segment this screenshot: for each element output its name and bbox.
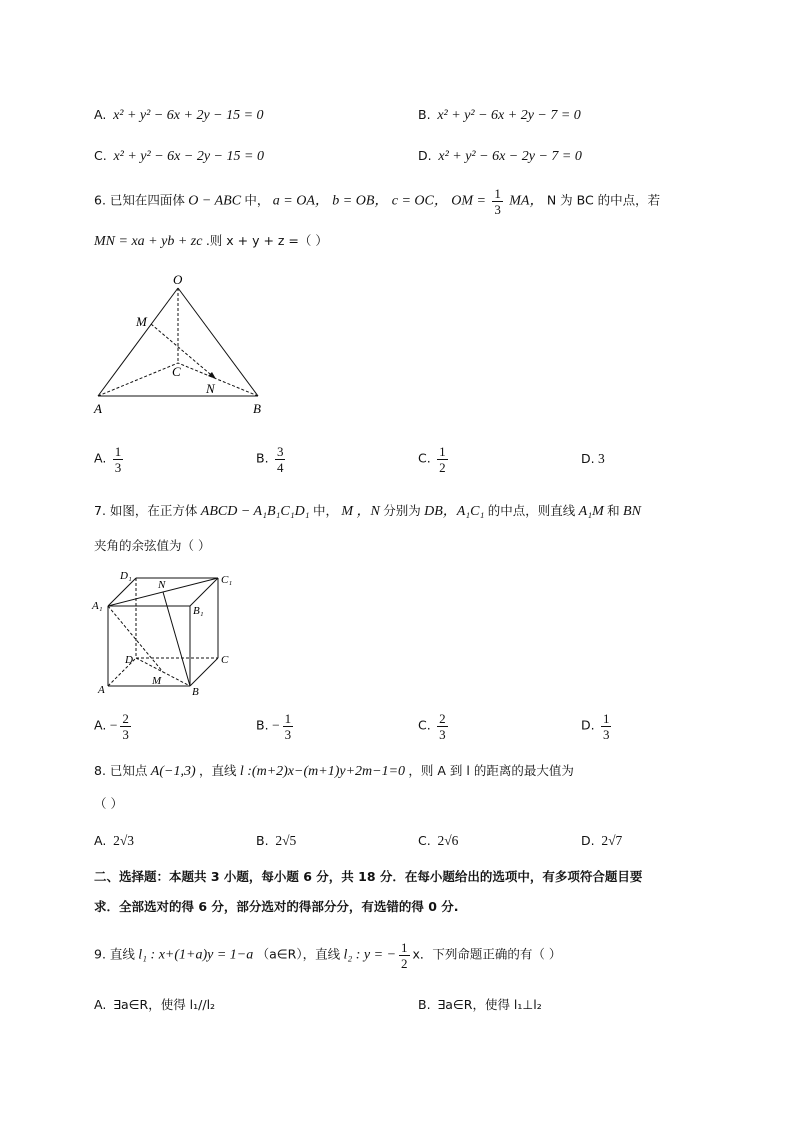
q8-line-2: [94, 795, 123, 813]
q8-option-c: [418, 832, 458, 850]
fraction-numerator: 1: [602, 711, 610, 726]
q7-mn: M ，N: [341, 504, 380, 519]
option-letter: A.: [94, 717, 107, 733]
label-a: A: [98, 684, 105, 696]
q7-option-c: [418, 711, 451, 742]
option-sign: −: [109, 717, 118, 733]
option-value: 2√3: [113, 833, 134, 848]
option-letter: A.: [94, 450, 107, 466]
q9-line-l1: l₁ : x+(1+a)y = 1−a: [138, 947, 254, 963]
option-letter: D.: [581, 717, 595, 733]
q6-prefix: 6. 已知在四面体: [94, 192, 185, 208]
fraction: [113, 444, 124, 475]
cube-figure: [90, 566, 250, 700]
q7-option-b: [256, 711, 296, 742]
fraction: [437, 711, 448, 742]
q7-db: DB，A₁C₁: [424, 504, 485, 519]
q6-question: .则 x + y + z =（ ）: [205, 233, 328, 248]
option-expression: x² + y² − 6x − 2y − 15 = 0: [113, 149, 264, 164]
q7-text: 和: [607, 503, 620, 518]
q8-point: A(−1,3): [150, 764, 196, 779]
fraction-denominator: 3: [494, 202, 501, 217]
q6-tetrahedron: O − ABC: [188, 193, 242, 209]
option-value: 2√5: [275, 833, 297, 848]
q8-line-equation: l :(m+2)x−(m+1)y+2m−1=0: [239, 764, 406, 779]
fraction: [601, 711, 612, 742]
option-text: ∃a∈R，使得 l₁//l₂: [113, 997, 216, 1012]
q7-text: 中，: [312, 503, 338, 518]
q6-line-2: [94, 232, 328, 251]
option-letter: A.: [94, 833, 107, 848]
q9-prefix: 9. 直线: [94, 946, 135, 962]
section-2-instructions-line-1: 二、选择题：本题共 3 小题，每小题 6 分，共 18 分．在每小题给出的选项中，有多项符合题目要: [94, 869, 643, 884]
label-a1: A₁: [92, 600, 103, 612]
label-n: N: [158, 579, 166, 591]
q6-mn-expression: MN = xa + yb + zc: [94, 234, 203, 249]
q6-text: 中，: [244, 192, 270, 208]
label-n: N: [206, 381, 215, 396]
label-d: D: [125, 654, 133, 666]
option-letter: C.: [418, 717, 431, 733]
q8-paren: （ ）: [94, 796, 123, 811]
label-a: A: [94, 401, 102, 416]
q9-option-b: [418, 996, 542, 1014]
q5-option-b: [418, 106, 581, 125]
option-letter: B.: [256, 833, 269, 848]
label-c: C: [221, 654, 229, 666]
option-value: 2√6: [437, 833, 459, 848]
option-letter: D.: [581, 451, 595, 466]
label-b1: B₁: [193, 605, 204, 617]
q7-a1m: A₁M: [578, 504, 604, 519]
fraction-numerator: 1: [494, 186, 501, 201]
fraction: [120, 711, 131, 742]
option-value: 3: [597, 451, 605, 466]
label-b: B: [192, 686, 199, 698]
q8-text: ，直线: [198, 763, 237, 778]
fraction-denominator: 3: [284, 727, 292, 742]
q7-bn: BN: [623, 504, 641, 519]
q6-option-d: [581, 450, 605, 468]
label-c: C: [172, 364, 181, 379]
option-letter: B.: [256, 450, 269, 466]
q8-prefix: 8. 已知点: [94, 763, 148, 778]
fraction-numerator: 2: [122, 711, 129, 726]
tetrahedron-figure: [88, 268, 278, 418]
fraction-numerator: 2: [439, 711, 446, 726]
label-o: O: [173, 272, 183, 287]
fraction-denominator: 2: [439, 460, 446, 475]
fraction-denominator: 2: [401, 956, 408, 971]
vector-c: c = OC，: [391, 193, 448, 209]
fraction: [437, 444, 448, 475]
q7-text: 分别为: [383, 503, 421, 518]
fraction-denominator: 3: [602, 727, 610, 742]
fraction-denominator: 3: [122, 727, 129, 742]
q5-option-d: [418, 147, 582, 166]
option-letter: B.: [418, 997, 431, 1012]
q9-question: x．下列命题正确的有（ ）: [412, 946, 562, 962]
q6-line-1: [94, 186, 660, 217]
option-letter: C.: [418, 450, 431, 466]
q9-line-l2: l₂ : y = −: [343, 947, 397, 963]
fraction: [492, 186, 503, 217]
fraction: [275, 444, 286, 475]
fraction-numerator: 1: [439, 444, 446, 459]
q8-option-b: [256, 832, 296, 850]
q7-line-2: [94, 537, 210, 555]
q7-cube: ABCD − A₁B₁C₁D₁: [200, 504, 310, 519]
option-expression: x² + y² − 6x + 2y − 7 = 0: [437, 108, 581, 123]
q8-line-1: [94, 762, 574, 781]
q7-prefix: 7. 如图，在正方体: [94, 503, 198, 518]
q7-line-1: [94, 502, 641, 521]
q5-option-c: [94, 147, 264, 166]
option-letter: A.: [94, 107, 107, 122]
q7-question: 夹角的余弦值为（ ）: [94, 538, 211, 553]
option-expression: x² + y² − 6x − 2y − 7 = 0: [438, 149, 582, 164]
option-letter: D.: [418, 148, 432, 163]
option-letter: B.: [256, 717, 269, 733]
option-expression: x² + y² − 6x + 2y − 15 = 0: [113, 108, 264, 123]
vector-a: a = OA，: [272, 193, 329, 209]
fraction-numerator: 1: [114, 444, 122, 459]
option-sign: −: [271, 717, 280, 733]
q6-option-a: [94, 444, 126, 475]
q8-option-a: [94, 832, 134, 850]
fraction-denominator: 3: [114, 460, 122, 475]
option-letter: D.: [581, 833, 595, 848]
option-letter: A.: [94, 997, 107, 1012]
q8-text: ，则 A 到 l 的距离的最大值为: [408, 763, 574, 778]
q5-option-a: [94, 106, 264, 125]
label-m: M: [136, 314, 147, 329]
label-m: M: [152, 675, 162, 687]
option-value: 2√7: [601, 833, 623, 848]
vector-ma: MA，: [509, 193, 544, 209]
q7-option-d: [581, 711, 614, 742]
q8-option-d: [581, 832, 622, 850]
fraction-numerator: 1: [401, 940, 408, 955]
option-text: ∃a∈R，使得 l₁⊥l₂: [437, 997, 542, 1012]
option-letter: C.: [94, 148, 107, 163]
q7-text: 的中点，则直线: [487, 503, 576, 518]
label-c1: C₁: [221, 574, 233, 586]
option-letter: B.: [418, 107, 431, 122]
fraction-numerator: 1: [284, 711, 292, 726]
q6-option-b: [256, 444, 288, 475]
vector-om: OM =: [451, 193, 486, 209]
label-b: B: [253, 401, 261, 416]
vector-b: b = OB，: [332, 193, 389, 209]
section-2-instructions-line-2: 求．全部选对的得 6 分，部分选对的得部分分，有选错的得 0 分.: [94, 899, 459, 914]
q7-option-a: [94, 711, 134, 742]
option-letter: C.: [418, 833, 431, 848]
q6-n-text: N 为 BC 的中点，若: [546, 192, 661, 208]
label-d1: D₁: [120, 570, 132, 582]
fraction: [283, 711, 294, 742]
fraction: [399, 940, 410, 971]
q9-line-1: [94, 940, 561, 971]
fraction-denominator: 4: [276, 460, 284, 475]
q9-option-a: [94, 996, 215, 1014]
fraction-numerator: 3: [276, 444, 284, 459]
fraction-denominator: 3: [439, 727, 446, 742]
q6-option-c: [418, 444, 451, 475]
q9-condition: （a∈R），直线: [256, 946, 341, 962]
